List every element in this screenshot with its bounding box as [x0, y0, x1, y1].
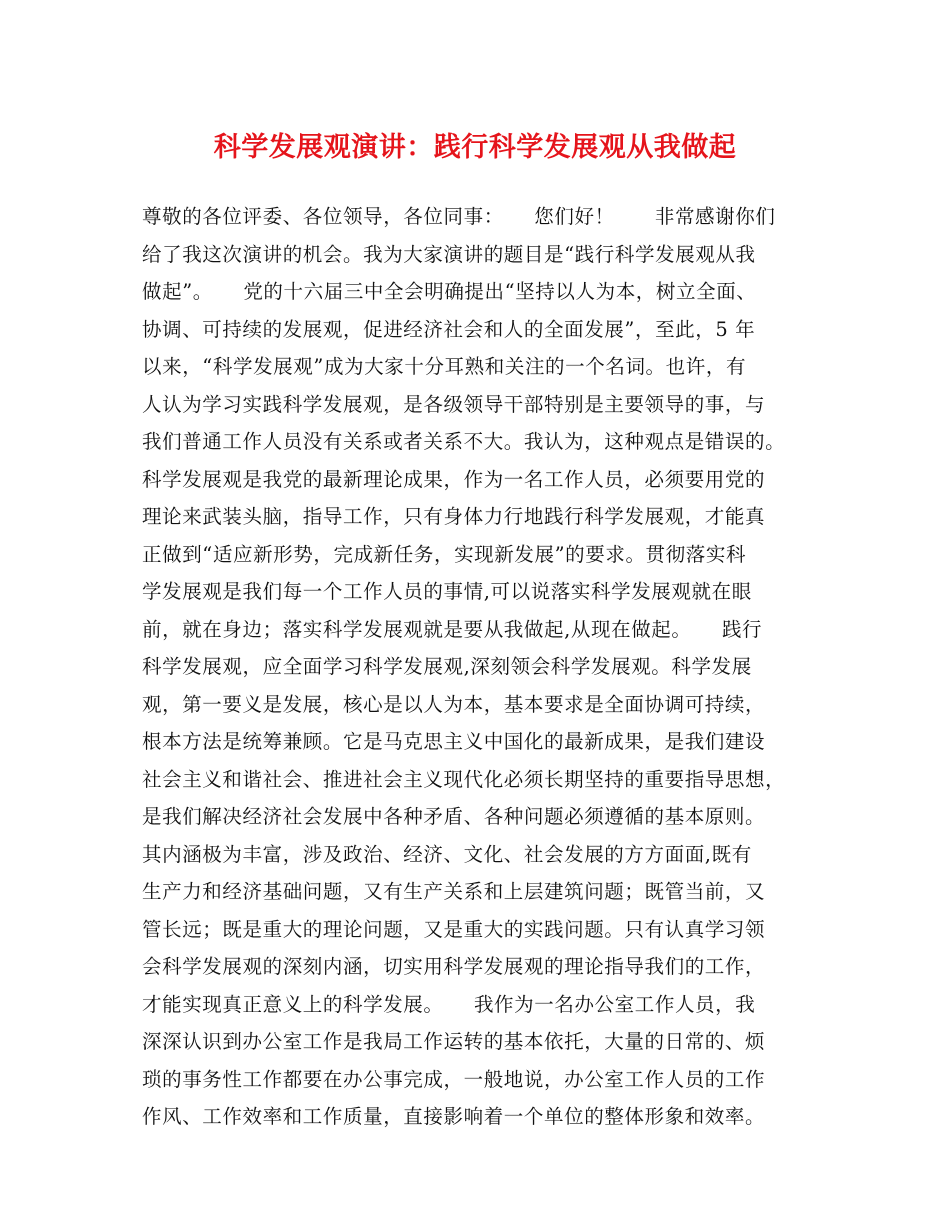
body-line: 科学发展观，应全面学习科学发展观,深刻领会科学发展观。科学发展: [142, 655, 752, 678]
body-line: 前，就在身边；落实科学发展观就是要从我做起,从现在做起。 践行: [142, 617, 763, 641]
body-line: 琐的事务性工作都要在办公事完成，一般地说，办公室工作人员的工作: [142, 1067, 766, 1091]
body-line: 人认为学习实践科学发展观，是各级领导干部特别是主要领导的事，与: [142, 392, 766, 416]
body-line: 协调、可持续的发展观，促进经济社会和人的全面发展”，至此，5 年: [142, 317, 756, 341]
body-line: 根本方法是统筹兼顾。它是马克思主义中国化的最新成果，是我们建设: [142, 730, 766, 753]
body-line: 会科学发展观的深刻内涵，切实用科学发展观的理论指导我们的工作，: [142, 955, 766, 978]
body-line: 是我们解决经济社会发展中各种矛盾、各种问题必须遵循的基本原则。: [142, 805, 766, 828]
body-line: 管长远；既是重大的理论问题，又是重大的实践问题。只有认真学习领: [142, 917, 766, 941]
body-line: 科学发展观是我党的最新理论成果，作为一名工作人员，必须要用党的: [142, 467, 766, 491]
body-line: 观，第一要义是发展，核心是以人为本，基本要求是全面协调可持续，: [142, 692, 766, 716]
body-line: 做起”。 党的十六届三中全会明确提出“坚持以人为本，树立全面、: [142, 280, 757, 303]
body-line: 我们普通工作人员没有关系或者关系不大。我认为，这种观点是错误的。: [142, 430, 786, 453]
body-line: 其内涵极为丰富，涉及政治、经济、文化、社会发展的方方面面,既有: [142, 842, 752, 866]
body-line: 深深认识到办公室工作是我局工作运转的基本依托，大量的日常的、烦: [142, 1030, 766, 1053]
body-line: 正做到“适应新形势，完成新任务，实现新发展”的要求。贯彻落实科: [142, 542, 747, 566]
page-title: 科学发展观演讲：践行科学发展观从我做起: [213, 132, 737, 163]
body-line: 理论来武装头脑，指导工作，只有身体力行地践行科学发展观，才能真: [142, 505, 766, 528]
body-line: 生产力和经济基础问题，又有生产关系和上层建筑问题；既管当前，又: [142, 880, 766, 903]
body-line: 尊敬的各位评委、各位领导，各位同事： 您们好！ 非常感谢你们: [142, 205, 776, 228]
body-line: 作风、工作效率和工作质量，直接影响着一个单位的整体形象和效率。: [142, 1105, 766, 1128]
body-line: 以来，“科学发展观”成为大家十分耳熟和关注的一个名词。也许，有: [142, 355, 747, 378]
body-line: 学发展观是我们每一个工作人员的事情,可以说落实科学发展观就在眼: [142, 580, 752, 603]
body-line: 社会主义和谐社会、推进社会主义现代化必须长期坚持的重要指导思想，: [142, 767, 786, 791]
body-line: 才能实现真正意义上的科学发展。 我作为一名办公室工作人员，我: [142, 992, 756, 1016]
body-line: 给了我这次演讲的机会。我为大家演讲的题目是“践行科学发展观从我: [142, 242, 756, 266]
speech-body: [142, 198, 822, 1136]
